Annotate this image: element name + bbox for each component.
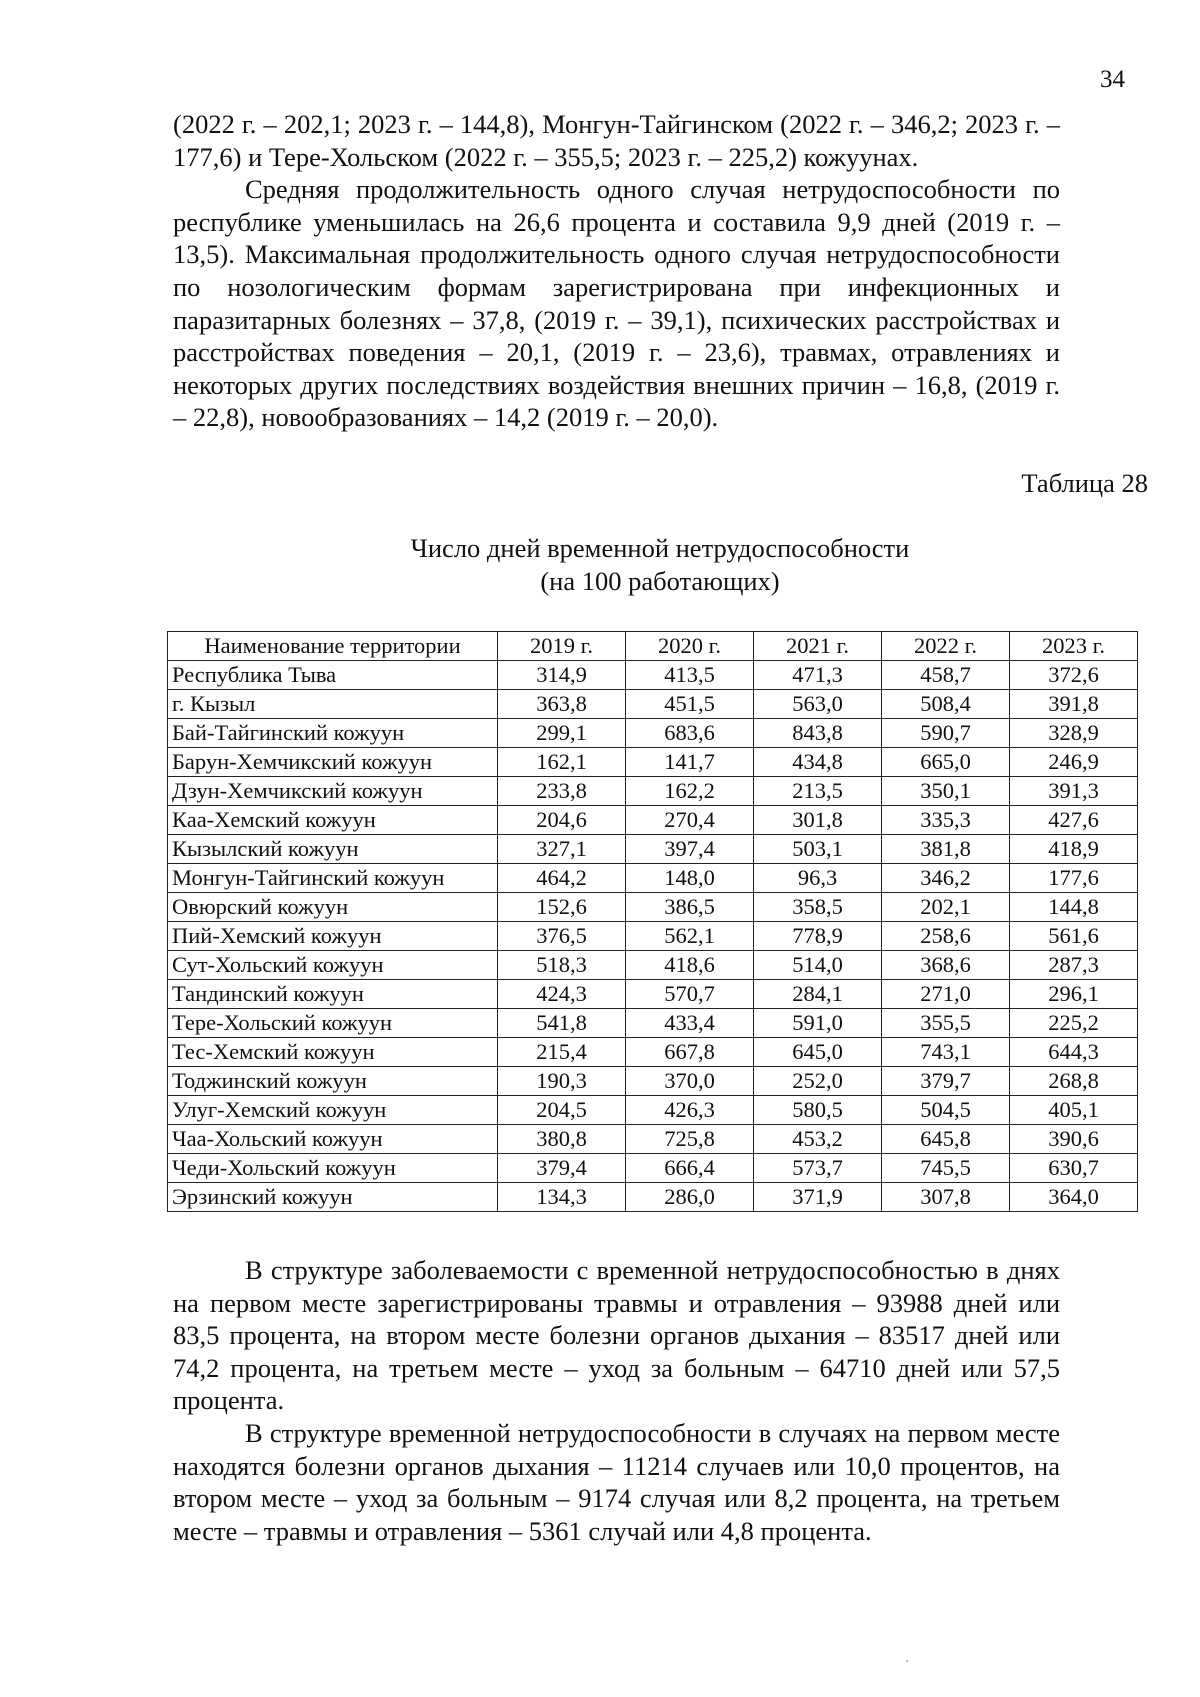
- value-cell: 376,5: [498, 922, 626, 951]
- table-row: [168, 719, 1138, 748]
- territory-name-cell: Бай-Тайгинский кожуун: [168, 719, 498, 748]
- table-row: [168, 1183, 1138, 1212]
- value-cell: 386,5: [626, 893, 754, 922]
- value-cell: 541,8: [498, 1009, 626, 1038]
- table-row: [168, 806, 1138, 835]
- table-row: [168, 864, 1138, 893]
- value-cell: 364,0: [1010, 1183, 1138, 1212]
- value-cell: 148,0: [626, 864, 754, 893]
- value-cell: 590,7: [882, 719, 1010, 748]
- value-cell: 391,8: [1010, 690, 1138, 719]
- header-territory: Наименование территории: [168, 632, 498, 661]
- intro-text: [173, 108, 1060, 434]
- value-cell: 424,3: [498, 980, 626, 1009]
- value-cell: 379,7: [882, 1067, 1010, 1096]
- intro-paragraph-1: (2022 г. – 202,1; 2023 г. – 144,8), Монгун-Тайгинском (2022 г. – 346,2; 2023 г. – 177,6) и Тере-Хольском (2022 г. – 355,5; 2023 г. – 225,2) кожуунах.: [173, 109, 1060, 172]
- value-cell: 96,3: [754, 864, 882, 893]
- value-cell: 380,8: [498, 1125, 626, 1154]
- territory-name-cell: Тандинский кожуун: [168, 980, 498, 1009]
- value-cell: 307,8: [882, 1183, 1010, 1212]
- territory-name-cell: Дзун-Хемчикский кожуун: [168, 777, 498, 806]
- value-cell: 204,5: [498, 1096, 626, 1125]
- value-cell: 162,1: [498, 748, 626, 777]
- value-cell: 570,7: [626, 980, 754, 1009]
- value-cell: 390,6: [1010, 1125, 1138, 1154]
- value-cell: 363,8: [498, 690, 626, 719]
- value-cell: 743,1: [882, 1038, 1010, 1067]
- value-cell: 518,3: [498, 951, 626, 980]
- value-cell: 296,1: [1010, 980, 1138, 1009]
- value-cell: 514,0: [754, 951, 882, 980]
- value-cell: 745,5: [882, 1154, 1010, 1183]
- table-title-line-2: (на 100 работающих): [540, 566, 780, 596]
- table-header-row: [168, 632, 1138, 661]
- value-cell: 391,3: [1010, 777, 1138, 806]
- value-cell: 225,2: [1010, 1009, 1138, 1038]
- value-cell: 418,6: [626, 951, 754, 980]
- value-cell: 328,9: [1010, 719, 1138, 748]
- value-cell: 471,3: [754, 661, 882, 690]
- value-cell: 204,6: [498, 806, 626, 835]
- value-cell: 371,9: [754, 1183, 882, 1212]
- value-cell: 246,9: [1010, 748, 1138, 777]
- table-body: [168, 661, 1138, 1212]
- header-year: 2021 г.: [754, 632, 882, 661]
- intro-paragraph-2: Средняя продолжительность одного случая нетрудоспособности по республике уменьшилась на 26,6 процента и составила 9,9 дней (2019 г. – 13,5). Максимальная продолжительность одного случая нетрудоспособности по нозологическим формам зарегистрирована при инфекционных и паразитарных болезнях – 37,8, (2019 г. – 39,1), психических расстройствах и расстройствах поведения – 20,1, (2019 г. – 23,6), травмах, отравлениях и некоторых других последствиях воздействия внешних причин – 16,8, (2019 г. – 22,8), новообразованиях – 14,2 (2019 г. – 20,0).: [173, 174, 1060, 433]
- value-cell: 286,0: [626, 1183, 754, 1212]
- territory-name-cell: Улуг-Хемский кожуун: [168, 1096, 498, 1125]
- value-cell: 314,9: [498, 661, 626, 690]
- table-row: [168, 980, 1138, 1009]
- value-cell: 644,3: [1010, 1038, 1138, 1067]
- header-year: 2023 г.: [1010, 632, 1138, 661]
- table-row: [168, 1038, 1138, 1067]
- value-cell: 645,8: [882, 1125, 1010, 1154]
- header-year: 2022 г.: [882, 632, 1010, 661]
- header-year: 2019 г.: [498, 632, 626, 661]
- value-cell: 287,3: [1010, 951, 1138, 980]
- value-cell: 381,8: [882, 835, 1010, 864]
- value-cell: 134,3: [498, 1183, 626, 1212]
- value-cell: 368,6: [882, 951, 1010, 980]
- value-cell: 202,1: [882, 893, 1010, 922]
- value-cell: 453,2: [754, 1125, 882, 1154]
- value-cell: 405,1: [1010, 1096, 1138, 1125]
- table-row: [168, 690, 1138, 719]
- value-cell: 666,4: [626, 1154, 754, 1183]
- value-cell: 434,8: [754, 748, 882, 777]
- table-row: [168, 835, 1138, 864]
- value-cell: 258,6: [882, 922, 1010, 951]
- value-cell: 252,0: [754, 1067, 882, 1096]
- value-cell: 667,8: [626, 1038, 754, 1067]
- table-row: [168, 748, 1138, 777]
- value-cell: 335,3: [882, 806, 1010, 835]
- value-cell: 379,4: [498, 1154, 626, 1183]
- table-row: [168, 951, 1138, 980]
- value-cell: 843,8: [754, 719, 882, 748]
- outro-text: [173, 1254, 1060, 1547]
- value-cell: 327,1: [498, 835, 626, 864]
- value-cell: 561,6: [1010, 922, 1138, 951]
- outro-paragraph-2: В структуре временной нетрудоспособности в случаях на первом месте находятся болезни органов дыхания – 11214 случаев или 10,0 процентов, на втором месте – уход за больным – 9174 случая или 8,2 процента, на третьем месте – травмы и отравления – 5361 случай или 4,8 процента.: [173, 1417, 1060, 1546]
- value-cell: 503,1: [754, 835, 882, 864]
- territory-name-cell: Пий-Хемский кожуун: [168, 922, 498, 951]
- value-cell: 630,7: [1010, 1154, 1138, 1183]
- value-cell: 233,8: [498, 777, 626, 806]
- value-cell: 284,1: [754, 980, 882, 1009]
- territory-name-cell: Эрзинский кожуун: [168, 1183, 498, 1212]
- value-cell: 418,9: [1010, 835, 1138, 864]
- value-cell: 162,2: [626, 777, 754, 806]
- value-cell: 413,5: [626, 661, 754, 690]
- territory-name-cell: Республика Тыва: [168, 661, 498, 690]
- value-cell: 580,5: [754, 1096, 882, 1125]
- territory-name-cell: Чаа-Хольский кожуун: [168, 1125, 498, 1154]
- value-cell: 725,8: [626, 1125, 754, 1154]
- territory-name-cell: Каа-Хемский кожуун: [168, 806, 498, 835]
- table-row: [168, 1096, 1138, 1125]
- value-cell: 451,5: [626, 690, 754, 719]
- table-row: [168, 1009, 1138, 1038]
- table-title-line-1: Число дней временной нетрудоспособности: [410, 533, 910, 563]
- territory-name-cell: Сут-Хольский кожуун: [168, 951, 498, 980]
- value-cell: 141,7: [626, 748, 754, 777]
- value-cell: 562,1: [626, 922, 754, 951]
- scan-speck: [906, 1660, 908, 1662]
- value-cell: 778,9: [754, 922, 882, 951]
- value-cell: 665,0: [882, 748, 1010, 777]
- value-cell: 271,0: [882, 980, 1010, 1009]
- value-cell: 464,2: [498, 864, 626, 893]
- territory-name-cell: Тес-Хемский кожуун: [168, 1038, 498, 1067]
- table-row: [168, 893, 1138, 922]
- table-row: [168, 661, 1138, 690]
- value-cell: 458,7: [882, 661, 1010, 690]
- value-cell: 397,4: [626, 835, 754, 864]
- value-cell: 346,2: [882, 864, 1010, 893]
- table-row: [168, 777, 1138, 806]
- page-number: 34: [1100, 66, 1125, 93]
- value-cell: 573,7: [754, 1154, 882, 1183]
- value-cell: 591,0: [754, 1009, 882, 1038]
- value-cell: 427,6: [1010, 806, 1138, 835]
- value-cell: 433,4: [626, 1009, 754, 1038]
- table-title: [160, 532, 1160, 598]
- value-cell: 144,8: [1010, 893, 1138, 922]
- value-cell: 426,3: [626, 1096, 754, 1125]
- value-cell: 213,5: [754, 777, 882, 806]
- value-cell: 268,8: [1010, 1067, 1138, 1096]
- value-cell: 190,3: [498, 1067, 626, 1096]
- value-cell: 645,0: [754, 1038, 882, 1067]
- disability-days-table: [167, 631, 1138, 1212]
- territory-name-cell: Овюрский кожуун: [168, 893, 498, 922]
- value-cell: 299,1: [498, 719, 626, 748]
- value-cell: 350,1: [882, 777, 1010, 806]
- value-cell: 177,6: [1010, 864, 1138, 893]
- value-cell: 215,4: [498, 1038, 626, 1067]
- table-row: [168, 1067, 1138, 1096]
- value-cell: 270,4: [626, 806, 754, 835]
- territory-name-cell: Тере-Хольский кожуун: [168, 1009, 498, 1038]
- territory-name-cell: Тоджинский кожуун: [168, 1067, 498, 1096]
- value-cell: 358,5: [754, 893, 882, 922]
- value-cell: 508,4: [882, 690, 1010, 719]
- outro-paragraph-1: В структуре заболеваемости с временной нетрудоспособностью в днях на первом месте зарегистрированы травмы и отравления – 93988 дней или 83,5 процента, на втором месте болезни органов дыхания – 83517 дней или 74,2 процента, на третьем месте – уход за больным – 64710 дней или 57,5 процента.: [173, 1255, 1060, 1416]
- value-cell: 683,6: [626, 719, 754, 748]
- territory-name-cell: Барун-Хемчикский кожуун: [168, 748, 498, 777]
- value-cell: 355,5: [882, 1009, 1010, 1038]
- table-label: Таблица 28: [1021, 468, 1148, 498]
- territory-name-cell: г. Кызыл: [168, 690, 498, 719]
- value-cell: 301,8: [754, 806, 882, 835]
- table-row: [168, 922, 1138, 951]
- value-cell: 563,0: [754, 690, 882, 719]
- table-row: [168, 1125, 1138, 1154]
- value-cell: 152,6: [498, 893, 626, 922]
- header-year: 2020 г.: [626, 632, 754, 661]
- value-cell: 372,6: [1010, 661, 1138, 690]
- table-row: [168, 1154, 1138, 1183]
- value-cell: 370,0: [626, 1067, 754, 1096]
- territory-name-cell: Кызылский кожуун: [168, 835, 498, 864]
- value-cell: 504,5: [882, 1096, 1010, 1125]
- territory-name-cell: Монгун-Тайгинский кожуун: [168, 864, 498, 893]
- territory-name-cell: Чеди-Хольский кожуун: [168, 1154, 498, 1183]
